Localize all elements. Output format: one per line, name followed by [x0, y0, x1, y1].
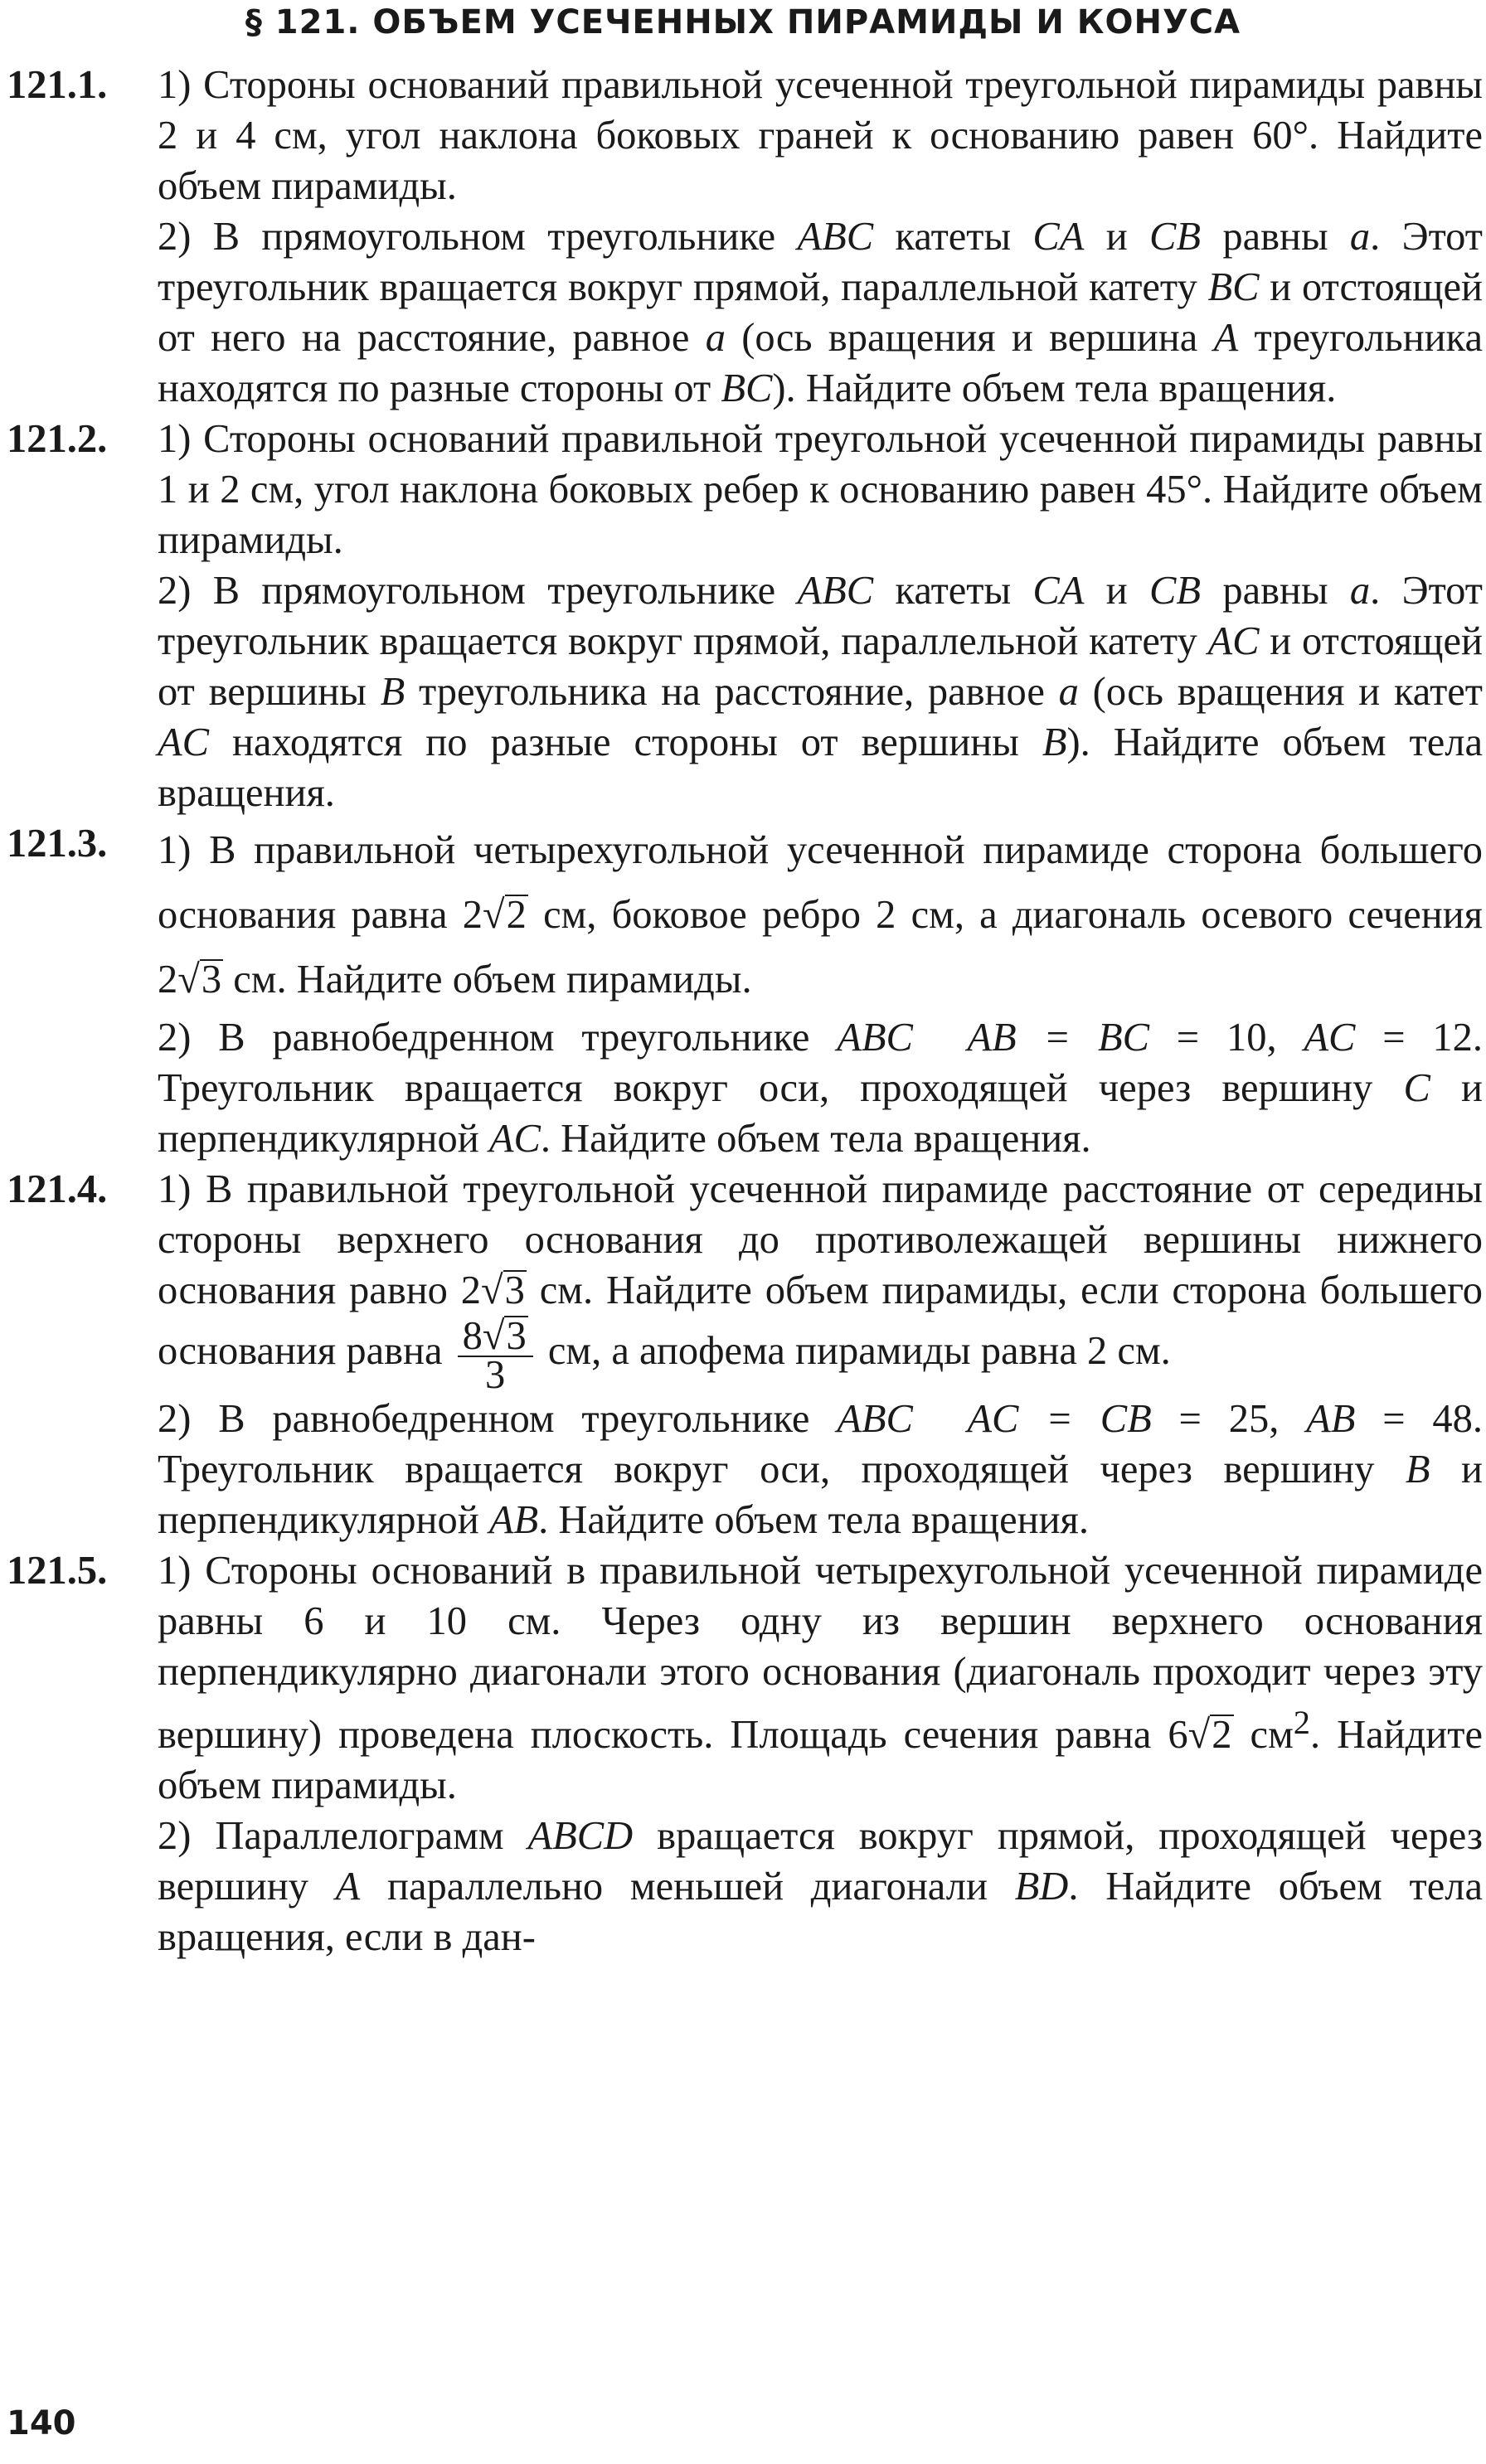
problem-part-2: 2) В равнобедренном треугольнике ABC AC = CB = 25, AB = 48. Треугольник вращается вокруг оси, проходящей через вершину B и перпендикулярной AB. Найдите объем тела вращения. [158, 1397, 1483, 1542]
problem-number: 121.2. [7, 417, 108, 461]
problem-part-2: 2) В прямоугольном треугольнике ABC катеты CA и CB равны a. Этот треугольник вращается вокруг прямой, параллельной катету BC и отстоящей от него на расстояние, равное a (ось вращения и вершина A треугольника находятся по разные стороны от BC). Найдите объем тела вращения. [158, 215, 1483, 410]
problem-number: 121.1. [7, 63, 108, 107]
problem-121-3 [7, 818, 1483, 1164]
page-number: 140 [7, 2404, 76, 2442]
section-title: § 121. ОБЪЕМ УСЕЧЕННЫХ ПИРАМИДЫ И КОНУСА [245, 3, 1241, 41]
problem-part-1: 1) В правильной треугольной усеченной пирамиде расстояние от середины стороны верхнего основания до противолежащей вершины нижнего основания равно 2√3 см. Найдите объем пирамиды, если сторона большего основания равна $\frac{8√3}{3}$ см, а апофема пирамиды равна 2 см. [158, 1167, 1484, 1397]
problem-121-5 [7, 1545, 1483, 1962]
problem-part-2: 2) В равнобедренном треугольнике ABC AB = BC = 10, AC = 12. Треугольник вращается вокруг оси, проходящей через вершину C и перпендикулярной AC. Найдите объем тела вращения. [158, 1016, 1483, 1161]
problem-list [7, 60, 1483, 1962]
sqrt-symbol: √2 [1187, 1713, 1232, 1758]
problem-part-1: 1) Стороны оснований в правильной четырехугольной усеченной пирамиде равны 6 и 10 см. Через одну из вершин верхнего основания перпендикулярно диагонали этого основания (диагональ проходит через эту вершину) проведена плоскость. Площадь сечения равна 6√2 $см^2$. Найдите объем пирамиды. [158, 1549, 1483, 1808]
problem-part-2: 2) В прямоугольном треугольнике ABC катеты CA и CB равны a. Этот треугольник вращается вокруг прямой, параллельной катету AC и отстоящей от вершины B треугольника на расстояние, равное a (ось вращения и катет AC находятся по разные стороны от вершины B). Найдите объем тела вращения. [158, 569, 1483, 815]
problem-121-4 [7, 1164, 1483, 1545]
problem-number: 121.5. [7, 1549, 108, 1593]
fraction: $\frac{8√3}{3}$ [458, 1316, 533, 1394]
problem-number: 121.3. [7, 822, 108, 866]
problem-part-1: 1) Стороны оснований правильной усеченной треугольной пирамиды равны 2 и 4 см, угол наклона боковых граней к основанию равен 60°. Найдите объем пирамиды. [158, 63, 1483, 208]
sqrt-symbol: √3 [177, 958, 222, 1002]
problem-part-2: 2) Параллелограмм ABCD вращается вокруг прямой, проходящей через вершину A параллельно меньшей диагонали BD. Найдите объем тела вращения, если в дан- [158, 1814, 1484, 1960]
problem-121-2 [7, 414, 1483, 818]
problem-number: 121.4. [7, 1167, 108, 1211]
problem-part-1: 1) Стороны оснований правильной треугольной усеченной пирамиды равны 1 и 2 см, угол наклона боковых ребер к основанию равен 45°. Найдите объем пирамиды. [158, 417, 1483, 562]
problem-part-1: 1) В правильной четырехугольной усеченной пирамиде сторона большего основания равна 2√2 см, боковое ребро 2 см, а диагональ осевого сечения 2√3 см. Найдите объем пирамиды. [158, 828, 1483, 1002]
sqrt-symbol: √3 [481, 1268, 525, 1312]
problem-121-1 [7, 60, 1483, 414]
sqrt-symbol: √2 [483, 893, 527, 937]
